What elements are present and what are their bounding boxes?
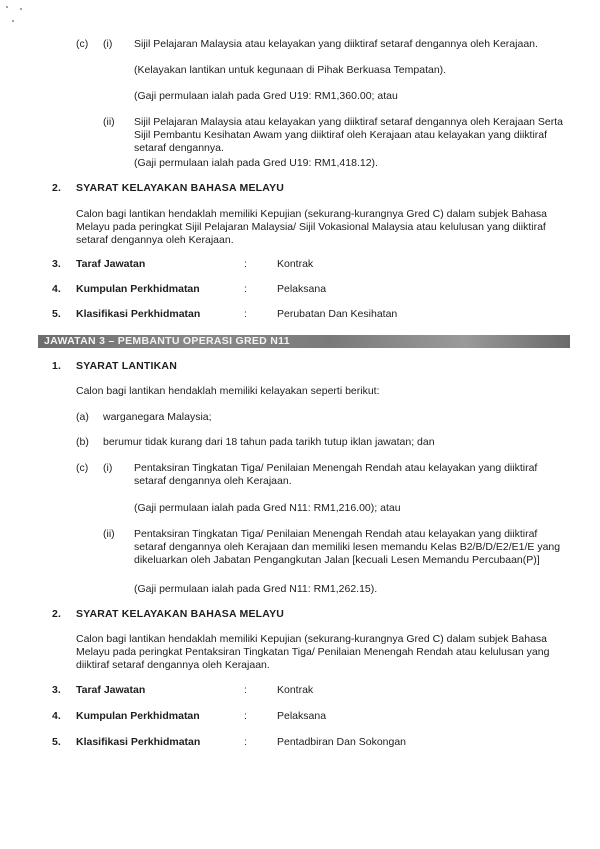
section-a-2-text: Calon bagi lantikan hendaklah memiliki Kepujian (sekurang-kurangnya Gred C) dalam subjek Bahasa Melayu pada peringkat Sijil Pelajaran Malaysia/ Sijil Vokasional Malaysia atau kelulusan yang diiktiraf setaraf dengannya oleh Kerajaan. xyxy=(76,208,548,246)
item-c-ii-label: (ii) xyxy=(103,116,115,128)
item-b-c-i-label: (i) xyxy=(103,462,113,474)
section-b-2-number: 2. xyxy=(52,608,62,620)
job-title-banner xyxy=(38,335,570,348)
section-b-2-heading: SYARAT KELAYAKAN BAHASA MELAYU xyxy=(76,608,285,620)
job-title-banner-text: JAWATAN 3 – PEMBANTU OPERASI GRED N11 xyxy=(44,335,290,347)
section-b-row-4-value: Pelaksana xyxy=(277,710,327,722)
section-a-2-number: 2. xyxy=(52,182,62,194)
section-a-row-5-number: 5. xyxy=(52,308,61,320)
section-b-row-5-value: Pentadbiran Dan Sokongan xyxy=(277,736,407,748)
item-b-label: (b) xyxy=(76,436,89,448)
section-b-row-3-label: Taraf Jawatan xyxy=(76,684,146,696)
section-a-2-heading: SYARAT KELAYAKAN BAHASA MELAYU xyxy=(76,182,285,194)
item-c-i-label: (i) xyxy=(103,38,113,50)
section-b-row-3-value: Kontrak xyxy=(277,684,314,696)
section-b-row-4-label: Kumpulan Perkhidmatan xyxy=(76,710,200,722)
item-c-i-text: Sijil Pelajaran Malaysia atau kelayakan yang diiktiraf setaraf dengannya oleh Kerajaan. xyxy=(134,38,538,50)
item-b-c-i-salary: (Gaji permulaan ialah pada Gred N11: RM1,216.00); atau xyxy=(134,502,401,514)
section-b-1-intro: Calon bagi lantikan hendaklah memiliki kelayakan seperti berikut: xyxy=(76,385,380,397)
scan-speck xyxy=(20,8,22,10)
section-a-row-4-value: Pelaksana xyxy=(277,283,327,295)
section-b-row-4-colon: : xyxy=(244,710,247,722)
scan-speck xyxy=(12,20,14,22)
section-b-1-number: 1. xyxy=(52,360,62,372)
section-b-row-5-number: 5. xyxy=(52,736,61,748)
item-b-c-i-text: Pentaksiran Tingkatan Tiga/ Penilaian Menengah Rendah atau kelayakan yang diiktiraf setaraf dengannya oleh Kerajaan. xyxy=(134,462,538,487)
section-a-row-3-number: 3. xyxy=(52,258,61,270)
item-a-label: (a) xyxy=(76,411,89,423)
item-a-text: warganegara Malaysia; xyxy=(103,411,212,423)
section-a-row-4-label: Kumpulan Perkhidmatan xyxy=(76,283,200,295)
section-a-row-3-value: Kontrak xyxy=(277,258,314,270)
section-a-row-3-label: Taraf Jawatan xyxy=(76,258,146,270)
section-a-row-5-label: Klasifikasi Perkhidmatan xyxy=(76,308,201,320)
section-a-row-3-colon: : xyxy=(244,258,247,270)
item-c-ii-salary: (Gaji permulaan ialah pada Gred U19: RM1,418.12). xyxy=(134,157,378,169)
item-b-c-ii-salary: (Gaji permulaan ialah pada Gred N11: RM1,262.15). xyxy=(134,583,378,595)
section-b-row-3-number: 3. xyxy=(52,684,61,696)
item-c-i-salary: (Gaji permulaan ialah pada Gred U19: RM1,360.00; atau xyxy=(134,90,398,102)
section-a-row-5-value: Perubatan Dan Kesihatan xyxy=(277,308,398,320)
section-a-row-4-colon: : xyxy=(244,283,247,295)
item-b-c-ii-label: (ii) xyxy=(103,528,115,540)
section-b-1-heading: SYARAT LANTIKAN xyxy=(76,360,178,372)
item-c-label: (c) xyxy=(76,38,89,50)
section-b-row-4-number: 4. xyxy=(52,710,61,722)
section-b-row-5-label: Klasifikasi Perkhidmatan xyxy=(76,736,201,748)
scan-speck xyxy=(6,6,8,8)
section-a-row-4-number: 4. xyxy=(52,283,61,295)
section-b-row-3-colon: : xyxy=(244,684,247,696)
item-b-c-ii-text: Pentaksiran Tingkatan Tiga/ Penilaian Menengah Rendah atau kelayakan yang diiktiraf setaraf dengannya oleh Kerajaan dan memiliki lesen memandu Kelas B2/B/D/E2/E1/E yang dikeluarkan oleh Jabatan Pengangkutan Jalan [kecuali Lesen Memandu Percubaan(P)] xyxy=(134,528,561,566)
section-b-2-text: Calon bagi lantikan hendaklah memiliki Kepujian (sekurang-kurangnya Gred C) dalam subjek Bahasa Melayu pada peringkat Pentaksiran Tingkatan Tiga/ Penilaian Menengah Rendah atau kelulusan yang diiktiraf setaraf dengannya oleh Kerajaan. xyxy=(76,633,550,671)
section-a-row-5-colon: : xyxy=(244,308,247,320)
item-c-i-note: (Kelayakan lantikan untuk kegunaan di Pihak Berkuasa Tempatan). xyxy=(134,64,447,76)
section-b-row-5-colon: : xyxy=(244,736,247,748)
item-c-ii-text: Sijil Pelajaran Malaysia atau kelayakan yang diiktiraf setaraf dengannya oleh Kerajaan Serta Sijil Pembantu Kesihatan Awam yang diiktiraf oleh Kerajaan atau kelayakan yang diiktiraf setaraf dengannya. xyxy=(134,116,564,154)
item-b-c-label: (c) xyxy=(76,462,89,474)
item-b-text: berumur tidak kurang dari 18 tahun pada tarikh tutup iklan jawatan; dan xyxy=(103,436,435,448)
